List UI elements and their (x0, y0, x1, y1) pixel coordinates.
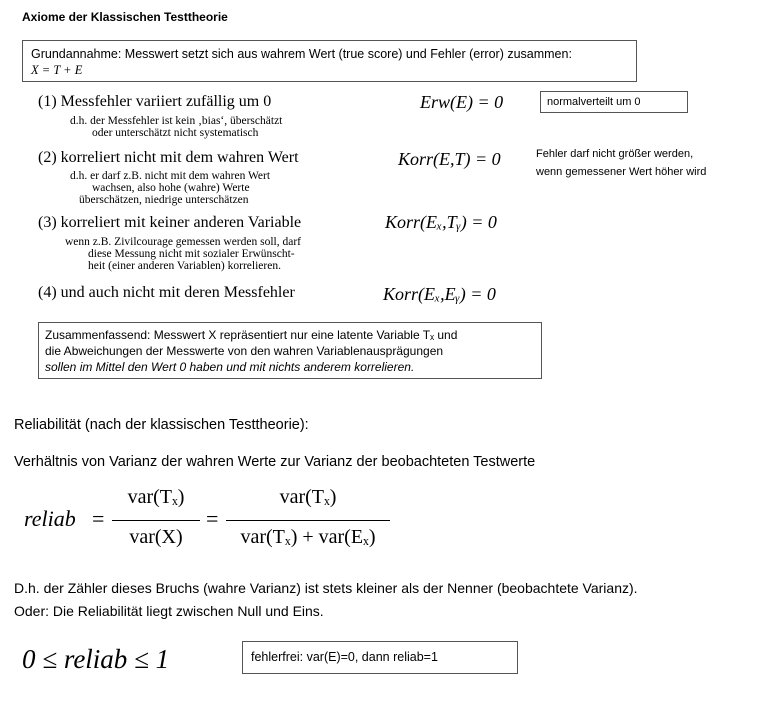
fraction-2-denominator: var(Tₓ) + var(Eₓ) (240, 526, 376, 548)
reliability-equation (20, 484, 420, 564)
grundannahme-formula: X = T + E (31, 63, 83, 77)
fraction-1-bar (112, 520, 200, 521)
grundannahme-box (22, 40, 637, 82)
reliability-heading: Reliabilität (nach der klassischen Testtheorie): (14, 417, 309, 433)
fraction-2-numerator: var(Tₓ) (279, 486, 337, 508)
summary-box (38, 322, 542, 379)
axiom-2-detail-2: wachsen, also hohe (wahre) Werte (92, 182, 250, 194)
axiom-1-note-box (540, 91, 688, 113)
axiom-2-note-1: Fehler darf nicht größer werden, (536, 148, 694, 160)
summary-line-1: Zusammenfassend: Messwert X repräsentiert nur eine latente Variable Tₓ und (45, 328, 458, 342)
axiom-2-detail-3: überschätzen, niedrige unterschätzen (79, 194, 249, 206)
axiom-1-formula: Erw(E) = 0 (420, 92, 504, 112)
fraction-2-bar (226, 520, 390, 521)
explanation-line-1: D.h. der Zähler dieses Bruchs (wahre Varianz) ist stets kleiner als der Nenner (beobachtete Varianz). (14, 580, 638, 596)
axiom-4-formula: Korr(Eₓ,Eᵧ) = 0 (383, 284, 496, 304)
equation-lhs: reliab (24, 506, 76, 531)
axiom-1-detail-1: d.h. der Messfehler ist kein ‚bias‘, überschätzt (70, 115, 283, 127)
fraction-1-denominator: var(X) (129, 526, 183, 548)
axiom-3-formula: Korr(Eₓ,Tᵧ) = 0 (385, 212, 497, 232)
axiom-1-detail-2: oder unterschätzt nicht systematisch (92, 127, 259, 139)
axiom-2-note-2: wenn gemessener Wert höher wird (536, 166, 707, 178)
ratio-description: Verhältnis von Varianz der wahren Werte zur Varianz der beobachteten Testwerte (14, 454, 536, 470)
axiom-3-detail-2: diese Messung nicht mit sozialer Erwünscht- (88, 248, 295, 260)
axiom-2-heading: (2) korreliert nicht mit dem wahren Wert (38, 149, 299, 166)
axiom-3-detail-3: heit (einer anderen Variablen) korrelieren. (88, 260, 281, 272)
axiom-2-formula: Korr(E,T) = 0 (398, 149, 501, 169)
axiom-2-detail-1: d.h. er darf z.B. nicht mit dem wahren Wert (70, 170, 271, 182)
axiom-1-note: normalverteilt um 0 (547, 96, 641, 108)
page-title: Axiome der Klassischen Testtheorie (22, 10, 228, 24)
axiom-4-heading: (4) und auch nicht mit deren Messfehler (38, 284, 295, 301)
errorfree-box (242, 641, 518, 674)
summary-line-2: die Abweichungen der Messwerte von den wahren Variablenausprägungen (45, 344, 444, 358)
axiom-3-detail-1: wenn z.B. Zivilcourage gemessen werden soll, darf (65, 236, 301, 248)
axiom-1-heading: (1) Messfehler variiert zufällig um 0 (38, 93, 272, 110)
equals-sign-2: = (206, 506, 219, 531)
summary-line-3: sollen im Mittel den Wert 0 haben und mit nichts anderem korrelieren. (45, 360, 415, 374)
equals-sign-1: = (92, 506, 105, 531)
fraction-1-numerator: var(Tₓ) (127, 486, 185, 508)
explanation-line-2: Oder: Die Reliabilität liegt zwischen Null und Eins. (14, 603, 324, 619)
axiom-3-heading: (3) korreliert mit keiner anderen Variable (38, 214, 302, 231)
grundannahme-text: Grundannahme: Messwert setzt sich aus wahrem Wert (true score) und Fehler (error) zusammen: (31, 47, 572, 61)
reliability-range: 0 ≤ reliab ≤ 1 (22, 644, 170, 674)
errorfree-text: fehlerfrei: var(E)=0, dann reliab=1 (251, 650, 438, 664)
